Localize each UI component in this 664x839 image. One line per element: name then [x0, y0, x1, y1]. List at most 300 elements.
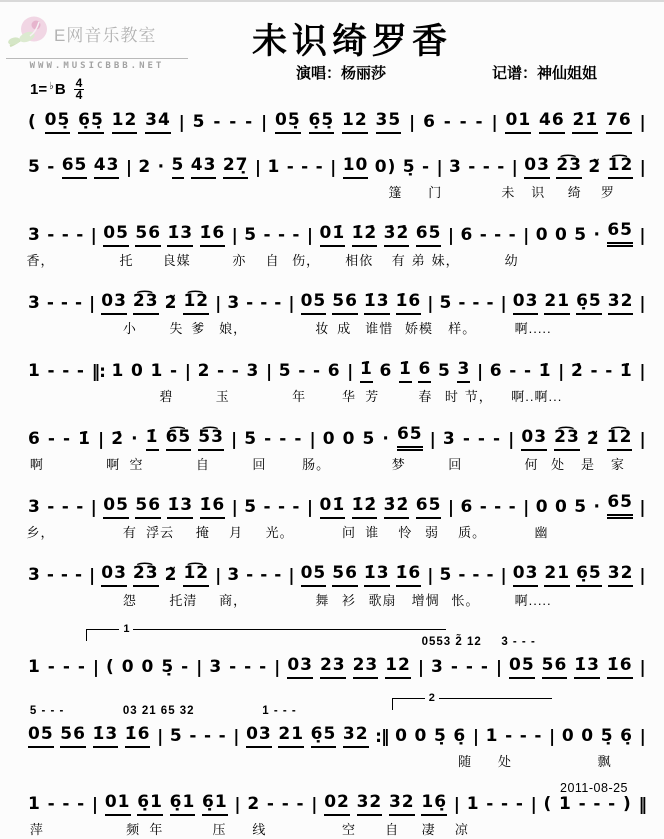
note-token: -: [578, 794, 587, 814]
note-token: 05: [103, 496, 129, 519]
note-token: 03: [513, 564, 539, 587]
barline: |: [436, 158, 443, 178]
cue-notes: 5 - - -: [29, 705, 65, 717]
lyric: 妹，: [431, 253, 460, 268]
note-token: 6̣5̣: [309, 111, 335, 134]
note-token: 0: [322, 429, 336, 449]
note-token: -: [462, 429, 471, 449]
note-token: 65: [397, 425, 423, 451]
note-token: -: [229, 657, 238, 677]
sheet-music-page: [0, 2, 664, 837]
barline: |: [476, 362, 484, 382]
note-token: 6̣1: [137, 793, 163, 816]
note-token: 1: [485, 726, 499, 746]
note-token: 5: [244, 429, 258, 449]
lyric: 浮云: [146, 525, 175, 540]
barline: |: [306, 498, 314, 518]
lyric: 时: [444, 389, 459, 404]
barline: |: [500, 294, 507, 314]
lyric: 良媒: [162, 253, 191, 268]
note-token: 03: [246, 725, 272, 748]
note-token: -: [259, 657, 268, 677]
note-token: 2̃: [586, 429, 600, 449]
note-token: -: [458, 565, 467, 585]
note-token: 10: [343, 156, 369, 179]
note-token: 1̇6: [125, 725, 151, 748]
lyric: 妆: [315, 321, 330, 336]
note-token: 6: [28, 429, 41, 449]
note-token: 03: [521, 428, 547, 451]
note-token: 1͡2: [183, 564, 209, 587]
barline: |: [91, 795, 99, 815]
note-token: 1̇2̇: [352, 496, 378, 519]
note-token: -: [76, 225, 85, 245]
note-token: 1: [267, 157, 281, 177]
lyric: 未: [501, 185, 516, 200]
lyric: 年: [292, 389, 307, 404]
logo-divider: [6, 58, 188, 59]
score-line-4: [0, 285, 664, 338]
lyric: 凄: [421, 822, 436, 837]
barline: |: [511, 158, 518, 178]
lyric: 篷: [388, 185, 403, 200]
note-token: 46: [539, 111, 565, 134]
note-token: 3: [227, 293, 241, 313]
note-token: 1̇: [146, 428, 159, 451]
lyric: 香，: [26, 253, 55, 268]
barline: |: [309, 430, 316, 450]
note-token: 43: [191, 156, 217, 179]
lyrics-row: [0, 318, 664, 338]
note-token: 05̣: [45, 111, 71, 134]
note-token: 65: [607, 221, 633, 247]
note-token: 3̇2̇: [384, 224, 410, 247]
score-line-2: [0, 149, 664, 202]
key-signature: [30, 78, 84, 101]
lyric: 光。: [265, 525, 294, 540]
note-token: 2͡3: [554, 428, 580, 451]
lyric: 失: [169, 321, 184, 336]
barline: |: [639, 113, 646, 133]
notes-row: [0, 217, 664, 247]
flat-sign: ♭: [49, 81, 54, 92]
barline: |: [495, 658, 503, 678]
lyric: 自: [195, 457, 210, 472]
barline: |: [306, 226, 314, 246]
barline: |: [639, 362, 646, 382]
lyric: 何: [524, 457, 539, 472]
notes-row: [0, 718, 664, 748]
note-token: 0: [554, 497, 568, 517]
note-token: -: [60, 293, 69, 313]
note-token: 1̇3: [167, 496, 193, 519]
note-token: -: [472, 565, 481, 585]
note-token: 01: [105, 793, 131, 816]
note-token: 12: [342, 111, 368, 134]
note-token: 56: [542, 656, 568, 679]
barline: |: [215, 566, 222, 586]
note-token: 1̇: [538, 361, 552, 381]
lyric: 家: [610, 457, 625, 472]
note-token: 0: [581, 726, 595, 746]
lyric: 年: [149, 822, 164, 837]
barline: |: [523, 226, 530, 246]
note-token: 32: [357, 793, 383, 816]
note-token: 5: [574, 497, 588, 517]
note-token: 3: [449, 157, 462, 177]
lyric: 弱: [424, 525, 439, 540]
note-token: 03: [287, 656, 313, 679]
note-token: 3: [457, 360, 470, 383]
note-token: 1: [150, 361, 164, 381]
note-token: -: [244, 657, 253, 677]
singer-credit: 演唱：杨丽莎: [296, 65, 387, 82]
note-token: -: [298, 361, 307, 381]
lyric: 样。: [448, 321, 477, 336]
note-token: 0: [131, 361, 144, 381]
lyrics-row: [0, 454, 664, 474]
note-token: 6: [460, 497, 474, 517]
barline: |: [472, 727, 480, 747]
volta-bracket-1: [86, 623, 446, 641]
barline: |: [409, 113, 416, 133]
barline: |: [92, 658, 100, 678]
barline: |: [231, 226, 238, 246]
lyric: 相依: [345, 253, 374, 268]
note-token: 3: [28, 497, 41, 517]
note-token: -: [274, 293, 283, 313]
barline: |: [215, 294, 222, 314]
note-token: 1: [28, 794, 41, 814]
barline: |: [523, 498, 530, 518]
barline: |: [491, 113, 498, 133]
lyric: 有: [391, 253, 406, 268]
note-token: 05: [103, 224, 129, 247]
note-token: 0: [554, 225, 568, 245]
note-token: 12: [112, 111, 138, 134]
note-token: 3: [28, 225, 41, 245]
barline: |: [178, 113, 185, 133]
cue-notes: 1 - - -: [262, 705, 297, 717]
note-token: 3: [227, 565, 241, 585]
note-token: 3̇2̇: [384, 496, 410, 519]
note-token: -: [263, 225, 272, 245]
key-prefix: 1=: [30, 81, 48, 98]
barline: |: [347, 362, 354, 382]
lyric: 谁惜: [365, 321, 394, 336]
lyric: 压: [212, 822, 227, 837]
note-token: 76: [606, 111, 632, 134]
note-token: 05: [301, 564, 327, 587]
note-token: ·: [131, 429, 139, 449]
lyric: 随: [458, 754, 473, 769]
barline: |: [330, 158, 337, 178]
note-token: 5: [244, 225, 258, 245]
time-signature: [74, 78, 85, 101]
barline: |: [261, 113, 268, 133]
note-token: 0: [395, 726, 408, 746]
notes-row: [0, 285, 664, 315]
barline: |: [231, 498, 238, 518]
note-token: -: [213, 112, 222, 132]
note-token: 56: [135, 496, 161, 519]
notes-row: [0, 104, 664, 134]
note-token: 05: [509, 656, 535, 679]
notation-date: 2011-08-25: [560, 781, 629, 795]
barline: |: [530, 795, 537, 815]
note-token: 3: [209, 657, 223, 677]
lyric: 小: [122, 321, 137, 336]
score-line-annotations: [0, 625, 664, 649]
notes-row: [0, 489, 664, 519]
note-token: 0: [342, 429, 356, 449]
note-token: 6̣1: [170, 793, 196, 816]
lyric: 成: [337, 321, 352, 336]
lyric: 伤，: [292, 253, 321, 268]
barline: |: [196, 658, 203, 678]
lyric: 怜: [398, 525, 413, 540]
note-token: 3: [246, 361, 260, 381]
barline: |: [89, 566, 96, 586]
note-token: 5: [244, 497, 258, 517]
logo-flower-icon: [6, 10, 54, 57]
note-token: -: [74, 565, 84, 585]
note-token: 12: [385, 656, 411, 679]
note-token: 2͡3: [556, 156, 582, 179]
note-token: ·: [593, 497, 601, 517]
note-token: 43: [94, 156, 120, 179]
lyric: 自: [265, 253, 280, 268]
barline: |: [311, 795, 318, 815]
note-token: 03: [513, 292, 539, 315]
barline: |: [639, 158, 646, 178]
cue-notes: 0553 2̃ 12: [421, 636, 482, 648]
note-token: 5: [278, 361, 292, 381]
note-token: -: [47, 794, 56, 814]
lyric: 亦: [232, 253, 247, 268]
note-token: 32: [389, 793, 415, 816]
barline: |: [233, 727, 240, 747]
lyric: 衫: [341, 593, 356, 608]
note-token: -: [260, 293, 269, 313]
note-token: -: [46, 565, 55, 585]
note-token: 6̣: [453, 726, 467, 746]
lyric: 啊: [106, 457, 121, 472]
note-token: 6: [418, 360, 431, 383]
lyrics-row: [0, 590, 664, 610]
note-token: -: [47, 657, 56, 677]
notes-row: [0, 649, 664, 679]
note-token: 2̇1̇: [572, 111, 598, 134]
note-token: 34: [145, 111, 171, 134]
lyrics-row: [0, 386, 664, 406]
note-token: 1̇3: [364, 292, 390, 315]
lyric: 萍: [29, 822, 44, 837]
note-token: 6: [489, 361, 503, 381]
score-line-5: [0, 353, 664, 406]
lyric: 啊: [29, 457, 44, 472]
lyric: 幽: [534, 525, 549, 540]
lyric: 爹: [191, 321, 206, 336]
note-token: 5: [362, 429, 376, 449]
note-token: -: [519, 726, 528, 746]
note-token: 6: [379, 361, 393, 381]
lyric: 娘，: [219, 321, 248, 336]
barline: |: [184, 362, 191, 382]
note-token: 32: [343, 725, 369, 748]
barline: |: [558, 362, 565, 382]
note-token: -: [458, 293, 467, 313]
note-token: 32: [608, 564, 634, 587]
repeat-start-sign: ‖:: [91, 362, 105, 382]
note-token: -: [46, 293, 55, 313]
note-token: -: [292, 225, 301, 245]
score-line-3: [0, 217, 664, 270]
lyric: 娇模: [405, 321, 434, 336]
note-token: 1̇: [619, 361, 633, 381]
barline: |: [447, 498, 455, 518]
lyric: 问: [341, 525, 356, 540]
note-token: 5: [574, 225, 588, 245]
barline: |: [234, 795, 241, 815]
note-token: -: [497, 157, 506, 177]
volta-bracket-2: [392, 692, 552, 710]
note-token: 2̇: [111, 429, 125, 449]
lyric: 梦: [391, 457, 406, 472]
lyric: 歌扇: [368, 593, 397, 608]
note-token: 1̇3: [364, 564, 390, 587]
lyrics-row: [0, 522, 664, 542]
note-token: -: [277, 225, 286, 245]
note-token: 5̣: [402, 157, 416, 177]
note-token: 5̣: [433, 726, 447, 746]
note-token: -: [246, 565, 255, 585]
note-token: 1͡2: [183, 292, 209, 315]
note-token: 1̇: [399, 360, 412, 383]
note-token: 2: [197, 361, 211, 381]
note-token: 23: [353, 656, 379, 679]
barline: |: [508, 430, 515, 450]
note-token: 1̇6: [607, 656, 633, 679]
barline: |: [288, 566, 295, 586]
barline: |: [447, 226, 455, 246]
note-token: 03: [101, 292, 127, 315]
note-token: 1̇3: [574, 656, 600, 679]
lyric: 怅。: [451, 593, 480, 608]
note-token: 1̇: [360, 360, 373, 383]
note-token: (: [543, 794, 553, 814]
note-token: 27̣: [223, 156, 249, 179]
score-line-6: [0, 421, 664, 474]
note-token: 3: [28, 565, 41, 585]
note-token: 01: [505, 111, 531, 134]
note-token: 65: [62, 156, 88, 179]
note-token: 23: [320, 656, 346, 679]
note-token: -: [74, 293, 84, 313]
note-token: -: [508, 225, 517, 245]
note-token: -: [266, 794, 275, 814]
note-token: 1͡2: [608, 156, 634, 179]
note-token: -: [77, 657, 86, 677]
note-token: 6̣5̣: [78, 111, 104, 134]
barline: |: [157, 727, 164, 747]
note-token: -: [62, 361, 71, 381]
lyric: 怨: [122, 593, 137, 608]
note-token: 5: [439, 565, 453, 585]
note-token: -: [443, 112, 452, 132]
note-token: 21: [278, 725, 304, 748]
note-token: 0: [561, 726, 575, 746]
lyric: 托清: [169, 593, 198, 608]
note-token: 3: [442, 429, 456, 449]
note-token: 1̇: [78, 429, 91, 449]
lyric: 回: [252, 457, 267, 472]
note-token: 1̇3: [93, 725, 119, 748]
note-token: ·: [382, 429, 390, 449]
lyrics-row: [0, 751, 664, 771]
barline: |: [639, 658, 646, 678]
note-token: -: [494, 225, 503, 245]
note-token: 6̣: [620, 726, 633, 746]
note-token: -: [590, 361, 599, 381]
note-token: -: [486, 794, 495, 814]
song-title: 未识绮罗香: [251, 22, 453, 61]
note-token: -: [76, 361, 85, 381]
note-token: -: [468, 157, 477, 177]
barline: |: [417, 658, 425, 678]
note-token: 6̣5: [576, 292, 602, 315]
note-token: -: [475, 112, 484, 132]
note-token: 5: [172, 156, 185, 179]
lyric: 增惆: [411, 593, 440, 608]
note-token: 0: [121, 657, 135, 677]
lyric: 春: [418, 389, 433, 404]
note-token: 0: [535, 497, 549, 517]
lyric: 处: [551, 457, 566, 472]
note-token: ·: [157, 157, 166, 177]
note-token: 2̃: [164, 565, 178, 585]
lyrics-row: [0, 182, 664, 202]
score-line-7: [0, 489, 664, 542]
note-token: -: [260, 565, 269, 585]
note-token: -: [203, 726, 213, 746]
note-token: -: [486, 293, 495, 313]
note-token: 2̃: [588, 157, 602, 177]
lyric: 绮: [567, 185, 582, 200]
note-token: -: [312, 361, 322, 381]
note-token: 03: [101, 564, 127, 587]
score-line-annotations: [0, 694, 664, 718]
note-token: -: [47, 497, 56, 517]
barline: |: [254, 158, 262, 178]
note-token: 6͡5: [166, 428, 192, 451]
note-token: -: [263, 497, 272, 517]
note-token: 56: [60, 725, 86, 748]
score-line-1: [0, 104, 664, 134]
note-token: 2̃: [164, 293, 178, 313]
note-token: 6: [423, 112, 436, 132]
note-token: ·: [593, 225, 601, 245]
barline: |: [427, 566, 434, 586]
repeat-end-sign: :‖: [375, 727, 389, 747]
barline: |: [639, 566, 646, 586]
note-token: (: [28, 112, 37, 132]
meter-numerator: 4: [75, 76, 83, 90]
barline: |: [125, 158, 133, 178]
note-token: 16̣: [421, 793, 447, 816]
barline: |: [98, 430, 105, 450]
note-token: 1͡2: [607, 428, 633, 451]
